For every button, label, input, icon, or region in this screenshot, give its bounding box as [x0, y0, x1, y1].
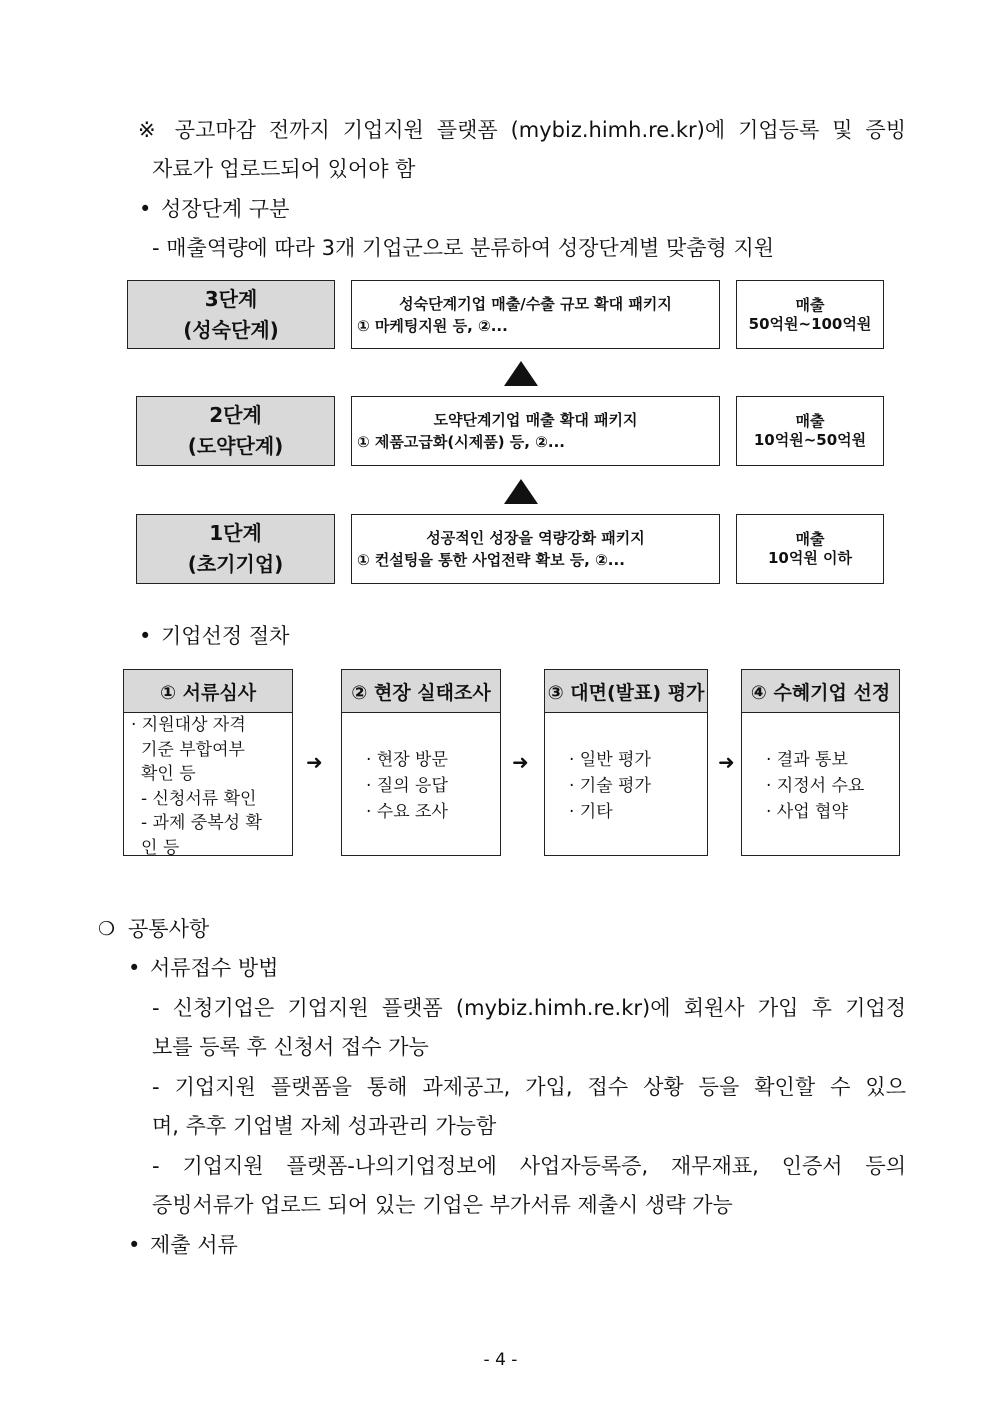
submit-bullet: • — [128, 1233, 141, 1257]
step-2-item: · 수요 조사 — [366, 802, 448, 822]
selection-bullet: • — [139, 624, 152, 648]
right-arrow-icon: ➜ — [512, 750, 529, 774]
stage-3-package — [351, 280, 720, 349]
up-arrow-icon — [504, 361, 538, 386]
step-1-item: - 신청서류 확인 — [141, 788, 257, 809]
stage-1-box — [136, 514, 335, 584]
step-2-box — [341, 669, 501, 856]
stage-2-sub: (도약단계) — [187, 434, 284, 458]
notice-line-1: ※ 공고마감 전까지 기업지원 플랫폼 (mybiz.himh.re.kr)에 기업등록 및 증빙 — [138, 118, 906, 142]
step-1-item: 기준 부합여부 — [141, 739, 245, 760]
step-4-item: · 사업 협약 — [766, 802, 848, 822]
step-4-title: ④ 수혜기업 선정 — [742, 670, 899, 713]
stage-2-revenue — [736, 396, 884, 466]
right-arrow-icon: ➜ — [306, 750, 323, 774]
stage-3-revenue — [736, 280, 884, 349]
stage-1-name: 1단계 — [209, 521, 262, 545]
stage-3-sub: (성숙단계) — [183, 317, 279, 342]
step-3-box — [544, 669, 708, 856]
page-number: - 4 - — [483, 1350, 518, 1370]
step-4-items — [742, 713, 899, 825]
stage-3-name: 3단계 — [204, 286, 258, 311]
stage-2-box — [136, 396, 335, 466]
stage-3-revenue-range: 50억원~100억원 — [748, 314, 872, 333]
receipt-para-3-line-2: 증빙서류가 업로드 되어 있는 기업은 부가서류 제출시 생략 가능 — [152, 1193, 733, 1217]
stage-2-package-items: ① 제품고급화(시제품) 등, ②... — [357, 433, 565, 451]
step-1-item: · 지원대상 자격 — [131, 715, 246, 735]
step-3-item: · 일반 평가 — [569, 750, 651, 770]
receipt-para-2-line-1: - 기업지원 플랫폼을 통해 과제공고, 가입, 접수 상황 등을 확인할 수 있으 — [152, 1075, 906, 1099]
step-4-item: · 결과 통보 — [766, 750, 848, 770]
step-4-item: · 지정서 수요 — [766, 776, 865, 796]
stage-1-revenue-label: 매출 — [795, 530, 825, 548]
step-1-box — [123, 669, 293, 856]
receipt-bullet: • — [128, 956, 141, 980]
step-2-title: ② 현장 실태조사 — [342, 670, 500, 713]
stage-2-revenue-range: 10억원~50억원 — [753, 431, 867, 449]
stage-2-package-title: 도약단계기업 매출 확대 패키지 — [433, 411, 638, 429]
circle-marker-icon: ❍ — [98, 918, 116, 940]
receipt-para-2-line-2: 며, 추후 기업별 자체 성과관리 가능함 — [152, 1114, 497, 1138]
stage-2-name: 2단계 — [209, 403, 262, 427]
stage-2-revenue-label: 매출 — [795, 412, 825, 430]
stage-3-box — [127, 280, 335, 349]
receipt-para-1-line-2: 보를 등록 후 신청서 접수 가능 — [152, 1035, 429, 1059]
step-3-item: · 기술 평가 — [569, 776, 651, 796]
stage-3-package-title: 성숙단계기업 매출/수출 규모 확대 패키지 — [399, 294, 672, 313]
stage-1-package-items: ① 컨설팅을 통한 사업전략 확보 등, ②... — [357, 551, 625, 569]
stage-3-revenue-label: 매출 — [795, 295, 825, 314]
common-heading: 공통사항 — [128, 917, 210, 941]
stage-1-package — [351, 514, 720, 584]
step-3-item: · 기타 — [569, 802, 613, 822]
stage-1-sub: (초기기업) — [187, 552, 284, 576]
step-2-item: · 질의 응답 — [366, 776, 448, 796]
receipt-heading: 서류접수 방법 — [150, 956, 279, 980]
up-arrow-icon — [504, 479, 538, 504]
step-4-box — [741, 669, 900, 856]
growth-heading: 성장단계 구분 — [161, 197, 290, 221]
selection-heading: 기업선정 절차 — [161, 624, 290, 648]
stage-2-package — [351, 396, 720, 466]
stage-1-package-title: 성공적인 성장을 역량강화 패키지 — [426, 529, 645, 547]
growth-description: - 매출역량에 따라 3개 기업군으로 분류하여 성장단계별 맞춤형 지원 — [152, 236, 775, 260]
step-1-item: 확인 등 — [141, 764, 196, 784]
right-arrow-icon: ➜ — [718, 750, 735, 774]
notice-line-2: 자료가 업로드되어 있어야 함 — [152, 157, 416, 181]
stage-3-package-items: ① 마케팅지원 등, ②... — [357, 316, 508, 335]
step-2-items — [342, 713, 500, 825]
submit-heading: 제출 서류 — [150, 1233, 238, 1257]
step-1-title: ① 서류심사 — [124, 670, 292, 713]
receipt-para-3-line-1: - 기업지원 플랫폼-나의기업정보에 사업자등록증, 재무재표, 인증서 등의 — [152, 1154, 906, 1178]
growth-bullet: • — [139, 197, 152, 221]
step-3-title: ③ 대면(발표) 평가 — [545, 670, 707, 713]
step-2-item: · 현장 방문 — [366, 750, 448, 770]
stage-1-revenue — [736, 514, 884, 584]
step-1-item: - 과제 중복성 확 — [141, 813, 262, 833]
step-1-item: 인 등 — [141, 837, 180, 858]
step-3-items — [545, 713, 707, 825]
receipt-para-1-line-1: - 신청기업은 기업지원 플랫폼 (mybiz.himh.re.kr)에 회원사 가입 후 기업정 — [152, 996, 906, 1020]
stage-1-revenue-range: 10억원 이하 — [767, 549, 853, 567]
step-1-items — [124, 713, 292, 860]
